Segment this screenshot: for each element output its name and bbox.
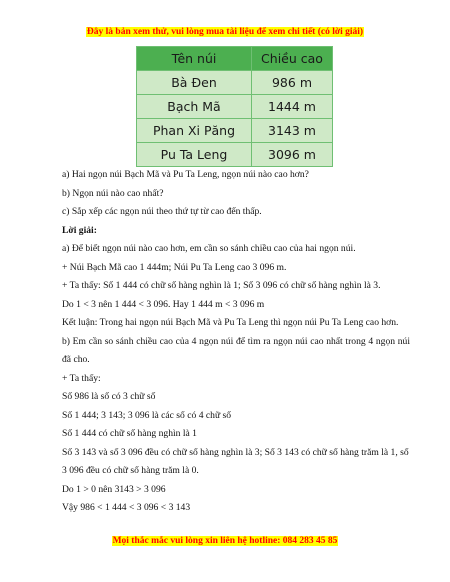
table-row xyxy=(137,95,333,119)
table-header-mountain-name: Tên núi xyxy=(137,47,252,71)
solution-a-thousands-digit: + Ta thấy: Số 1 444 có chữ số hàng nghìn là 1; Số 3 096 có chữ số hàng nghìn là 3. xyxy=(62,280,381,291)
table-row xyxy=(137,143,333,167)
table-cell-mountain-name: Bà Đen xyxy=(137,71,252,95)
table-cell-height: 986 m xyxy=(252,71,333,95)
solution-b-hundreds-compare: Do 1 > 0 nên 3143 > 3 096 xyxy=(62,483,166,495)
solution-a-intro: a) Để biết ngọn núi nào cao hơn, em cần so sánh chiều cao của hai ngọn núi. xyxy=(62,243,356,254)
table-cell-mountain-name: Bạch Mã xyxy=(137,95,252,119)
table-row xyxy=(137,71,333,95)
preview-notice-text: Đây là bản xem thử, vui lòng mua tài liệu để xem chi tiết (có lời giải) xyxy=(86,27,364,37)
solution-b-intro: b) Em cần so sánh chiều cao của 4 ngọn núi để tìm ra ngọn núi cao nhất trong 4 ngọn núi đã cho. xyxy=(62,335,410,365)
document-body xyxy=(62,166,410,518)
table-header-height: Chiều cao xyxy=(252,47,333,71)
solution-heading: Lời giải: xyxy=(62,224,97,236)
table-row xyxy=(137,119,333,143)
solution-b-four-digit: Số 1 444; 3 143; 3 096 là các số có 4 chữ số xyxy=(62,409,232,421)
solution-b-observe: + Ta thấy: xyxy=(62,372,101,384)
table-header-row xyxy=(137,47,333,71)
solution-b-three-digit: Số 986 là số có 3 chữ số xyxy=(62,391,156,402)
question-a: a) Hai ngọn núi Bạch Mã và Pu Ta Leng, ngọn núi nào cao hơn? xyxy=(62,169,309,180)
table-cell-height: 3096 m xyxy=(252,143,333,167)
table-cell-height: 3143 m xyxy=(252,119,333,143)
preview-notice-banner xyxy=(0,27,450,37)
hotline-notice-banner xyxy=(0,536,450,546)
solution-a-heights: + Núi Bạch Mã cao 1 444m; Núi Pu Ta Leng cao 3 096 m. xyxy=(62,261,287,273)
solution-a-comparison: Do 1 < 3 nên 1 444 < 3 096. Hay 1 444 m < 3 096 m xyxy=(62,298,265,310)
mountain-heights-table xyxy=(136,46,333,167)
hotline-notice-text: Mọi thắc mắc vui lòng xin liên hệ hotline: 084 283 45 85 xyxy=(112,536,338,546)
table-cell-mountain-name: Phan Xi Păng xyxy=(137,119,252,143)
table-cell-mountain-name: Pu Ta Leng xyxy=(137,143,252,167)
question-c: c) Sắp xếp các ngọn núi theo thứ tự từ cao đến thấp. xyxy=(62,206,262,217)
table-cell-height: 1444 m xyxy=(252,95,333,119)
solution-b-thousands-1: Số 1 444 có chữ số hàng nghìn là 1 xyxy=(62,428,197,439)
solution-b-order: Vậy 986 < 1 444 < 3 096 < 3 143 xyxy=(62,502,191,513)
question-b: b) Ngọn núi nào cao nhất? xyxy=(62,187,164,199)
solution-a-conclusion: Kết luận: Trong hai ngọn núi Bạch Mã và Pu Ta Leng thì ngọn núi Pu Ta Leng cao hơn. xyxy=(62,317,399,328)
solution-b-thousands-3: Số 3 143 và số 3 096 đều có chữ số hàng nghìn là 3; Số 3 143 có chữ số hàng trăm là 1, số 3 096 đều có chữ số hàng trăm là 0. xyxy=(62,446,409,476)
